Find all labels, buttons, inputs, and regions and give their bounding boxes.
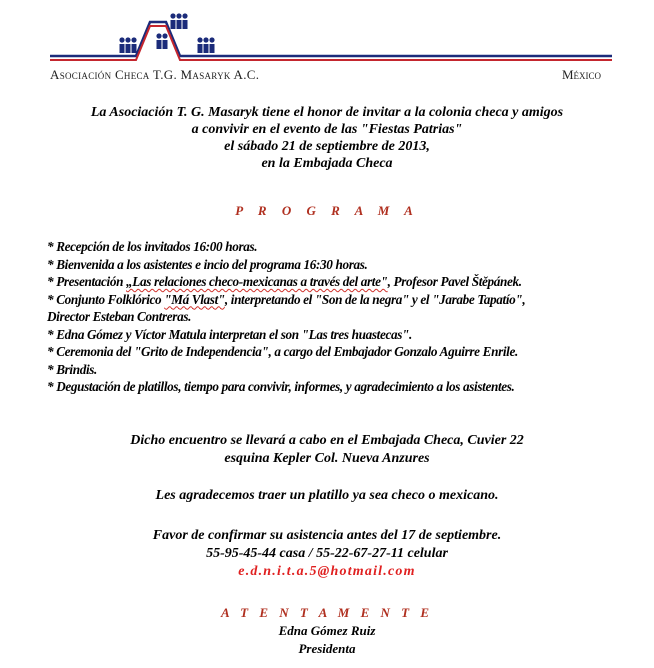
intro-line: en la Embajada Checa [261, 156, 393, 171]
item-text: * Conjunto Folklórico [47, 291, 165, 307]
program-item: * Recepción de los invitados 16:00 horas. [47, 239, 258, 254]
phone-numbers: 55-95-45-44 casa / 55-22-67-27-11 celular [206, 546, 448, 561]
program-item: * Bienvenida a los asistentes e incio del programa 16:30 horas. [47, 256, 368, 272]
program-item-continuation: Director Esteban Contreras. [47, 309, 192, 324]
item-text: * Presentación [47, 274, 127, 289]
program-item: * Brindis. [47, 361, 98, 377]
country-label: México [562, 67, 602, 82]
program-item: * Degustación de platillos, tiempo para convivir, informes, y agradecimiento a los asistentes. [47, 379, 515, 394]
program-list [47, 238, 647, 396]
signature-block [0, 604, 654, 658]
invitation-intro [0, 104, 654, 172]
intro-line: La Asociación T. G. Masaryk tiene el honor de invitar a la colonia checa y amigos [90, 105, 564, 120]
program-item: * Ceremonia del "Grito de Independencia", a cargo del Embajador Gonzalo Aguirre Enrile. [47, 344, 518, 359]
thanks-note: Les agradecemos traer un platillo ya sea checo o mexicano. [155, 488, 499, 503]
rsvp-line: Favor de confirmar su asistencia antes del 17 de septiembre. [152, 528, 502, 543]
letterhead [0, 0, 654, 90]
meeting-line: Dicho encuentro se llevará a cabo en el Embajada Checa, Cuvier 22 [130, 433, 524, 448]
association-logo [0, 0, 654, 70]
organization-name: Asociación Checa T.G. Masaryk A.C. [50, 67, 260, 82]
closing-salutation: A T E N T A M E N T E [220, 605, 434, 620]
program-item: * Edna Gómez y Víctor Matula interpretan el son "Las tres huastecas". [47, 326, 412, 342]
signer-title: Presidenta [298, 641, 356, 656]
email-link[interactable]: e.d.n.i.t.a.5@hotmail.com [238, 564, 416, 579]
meeting-line: esquina Kepler Col. Nueva Anzures [224, 451, 430, 466]
intro-line: a convivir en el evento de las "Fiestas Patrias" [191, 122, 463, 137]
meeting-location [0, 432, 654, 468]
item-text: , interpretando el "Son de la negra" y el "Jarabe Tapatío", [224, 291, 526, 307]
spellcheck-text: "Má Vlast" [164, 291, 225, 307]
program-heading: P R O G R A M A [235, 203, 419, 218]
spellcheck-text: „Las relaciones checo-mexicanas a través del arte" [126, 274, 388, 289]
intro-line: el sábado 21 de septiembre de 2013, [224, 139, 430, 154]
rsvp-block [0, 527, 654, 581]
program-item [47, 273, 647, 291]
signer-name: Edna Gómez Ruiz [278, 623, 376, 638]
item-text: , Profesor Pavel Štěpánek. [387, 274, 522, 289]
program-item [47, 291, 647, 309]
